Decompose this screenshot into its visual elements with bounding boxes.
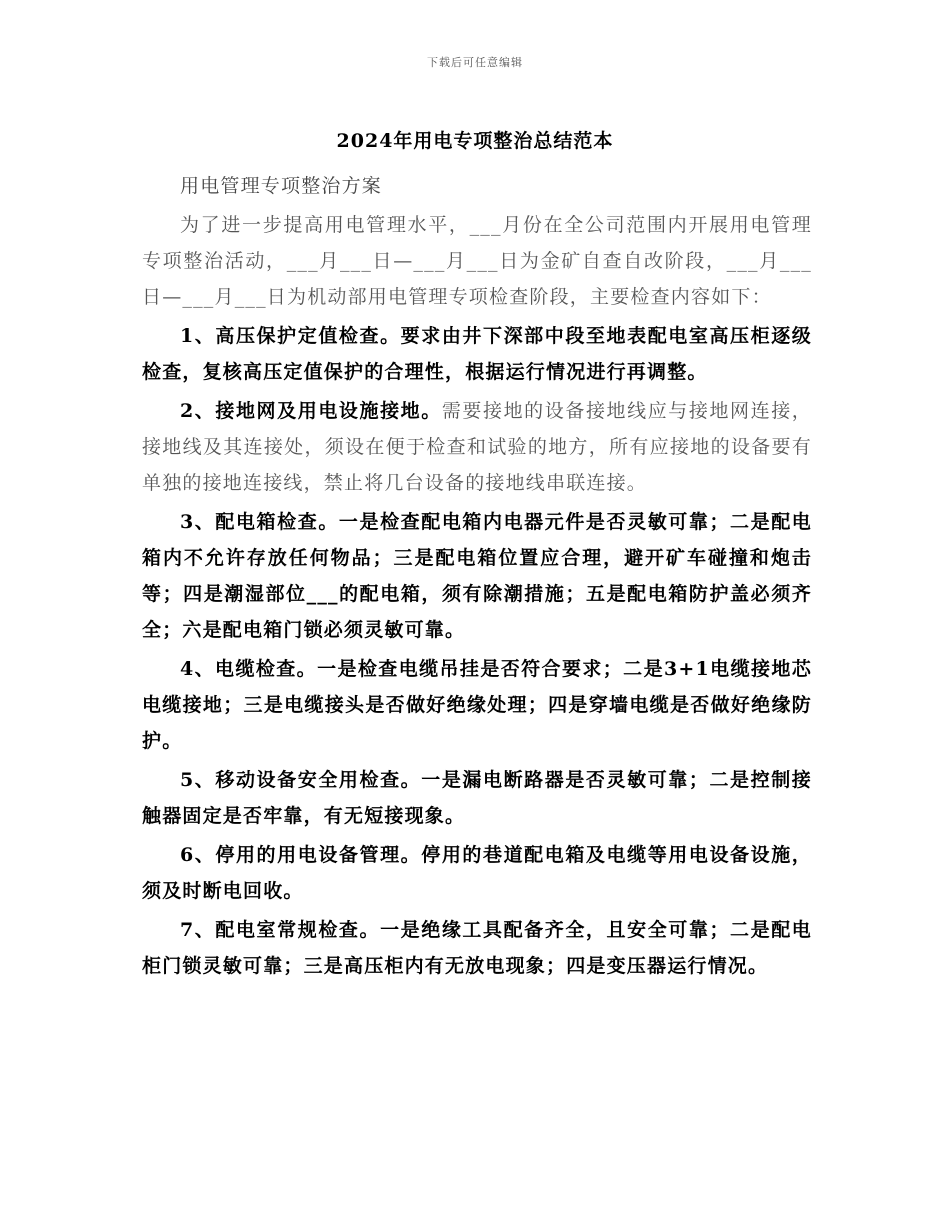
item-paragraph [142,837,812,909]
intro-paragraph: 为了进一步提高用电管理水平，___月份在全公司范围内开展用电管理专项整治活动，___月___日—___月___日为金矿自查自改阶段，___月___日—___月___日为机动部用电管理专项检查阶段，主要检查内容如下： [142,214,812,308]
item-body: 一是检查电缆吊挂是否符合要求；二是3+1电缆接地芯电缆接地；三是电缆接头是否做好绝缘处理；四是穿墙电缆是否做好绝缘防护。 [142,658,812,752]
item-body: 要求由井下深部中段至地表配电室高压柜逐级检查，复核高压定值保护的合理性，根据运行情况进行再调整。 [142,325,812,383]
item-body: 需要接地的设备接地线应与接地网连接，接地线及其连接处，须设在便于检查和试验的地方，所有应接地的设备要有单独的接地连接线，禁止将几台设备的接地线串联连接。 [142,400,812,494]
item-paragraph [142,912,812,984]
document-subtitle: 用电管理专项整治方案 [180,175,383,197]
item-heading: 5、移动设备安全用检查。 [180,769,422,791]
item-paragraph [142,393,812,501]
item-heading: 2、接地网及用电设施接地。 [180,400,442,422]
item-paragraph [142,504,812,648]
item-heading: 3、配电箱检查。 [180,511,339,533]
item-heading: 7、配电室常规检查。 [180,919,381,941]
item-body: 停用的巷道配电箱及电缆等用电设备设施，须及时断电回收。 [142,844,812,902]
item-paragraph [142,318,812,390]
item-heading: 1、高压保护定值检查。 [180,325,401,347]
item-body: 一是检查配电箱内电器元件是否灵敏可靠；二是配电箱内不允许存放任何物品；三是配电箱位置应合理，避开矿车碰撞和炮击等；四是潮湿部位___的配电箱，须有除潮措施；五是配电箱防护盖必须齐全；六是配电箱门锁必须灵敏可靠。 [142,511,812,641]
item-paragraph [142,762,812,834]
document-body [142,168,812,987]
item-body: 一是绝缘工具配备齐全，且安全可靠；二是配电柜门锁灵敏可靠；三是高压柜内有无放电现象；四是变压器运行情况。 [142,919,812,977]
item-heading: 6、停用的用电设备管理。 [180,844,422,866]
page-header-note: 下载后可任意编辑 [427,56,523,69]
item-body: 一是漏电断路器是否灵敏可靠；二是控制接触器固定是否牢靠，有无短接现象。 [142,769,812,827]
item-paragraph [142,651,812,759]
item-heading: 4、电缆检查。 [180,658,318,680]
document-title: 2024年用电专项整治总结范本 [336,130,614,152]
